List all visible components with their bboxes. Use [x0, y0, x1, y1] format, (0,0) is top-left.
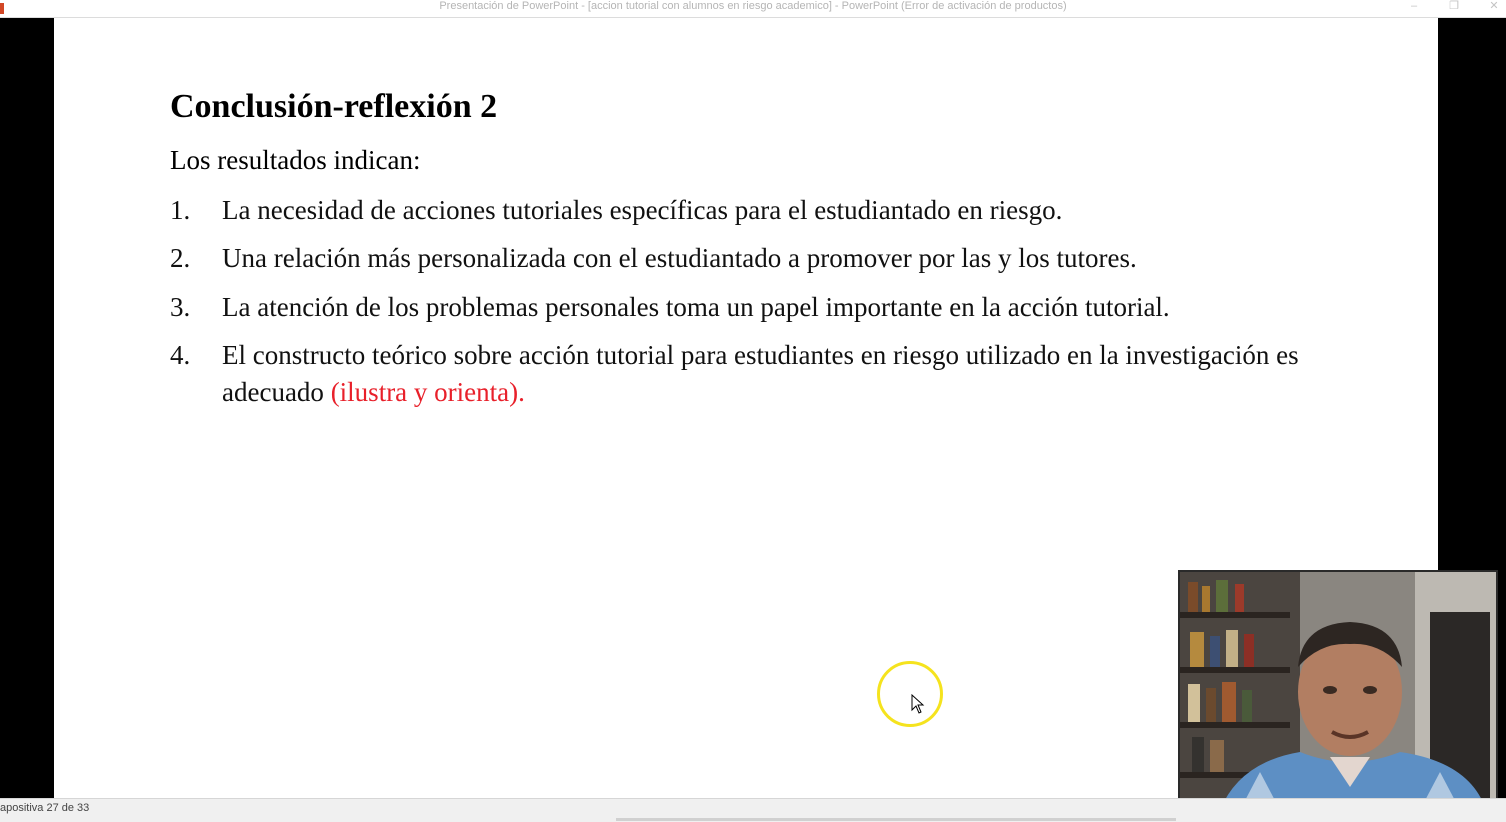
list-text: La necesidad de acciones tutoriales específicas para el estudiantado en riesgo. [222, 195, 1063, 225]
pointer-highlight-ring [877, 661, 943, 727]
status-bar [0, 798, 1506, 822]
list-text-highlight: (ilustra y orienta). [330, 377, 525, 407]
list-number: 4. [170, 340, 191, 370]
restore-button[interactable]: ❐ [1449, 0, 1459, 12]
list-number: 3. [170, 292, 191, 322]
slide-intro-text: Los resultados indican: [170, 145, 421, 175]
presenter-video-frame [1180, 572, 1496, 810]
arrow-cursor-icon [911, 694, 925, 714]
list-text: Una relación más personalizada con el estudiantado a promover por las y los tutores. [222, 243, 1137, 273]
close-button[interactable]: ✕ [1489, 0, 1499, 12]
title-bar [0, 0, 1506, 18]
list-number: 2. [170, 243, 191, 273]
slide-counter: apositiva 27 de 33 [0, 802, 90, 814]
list-text-main: El constructo teórico sobre acción tutorial para estudiantes en riesgo utilizado en la investigación es adecuado [222, 340, 1299, 407]
window-title: Presentación de PowerPoint - [accion tutorial con alumnos en riesgo academico] - PowerPoint (Error de activación de productos) [439, 0, 1067, 12]
minimize-button[interactable]: – [1410, 0, 1418, 12]
slide-title: Conclusión-reflexión 2 [170, 88, 498, 125]
progress-track [616, 818, 1176, 821]
webcam-video[interactable] [1178, 570, 1498, 812]
list-number: 1. [170, 195, 191, 225]
list-text [222, 337, 1352, 411]
list-text: La atención de los problemas personales toma un papel importante en la acción tutorial. [222, 292, 1170, 322]
